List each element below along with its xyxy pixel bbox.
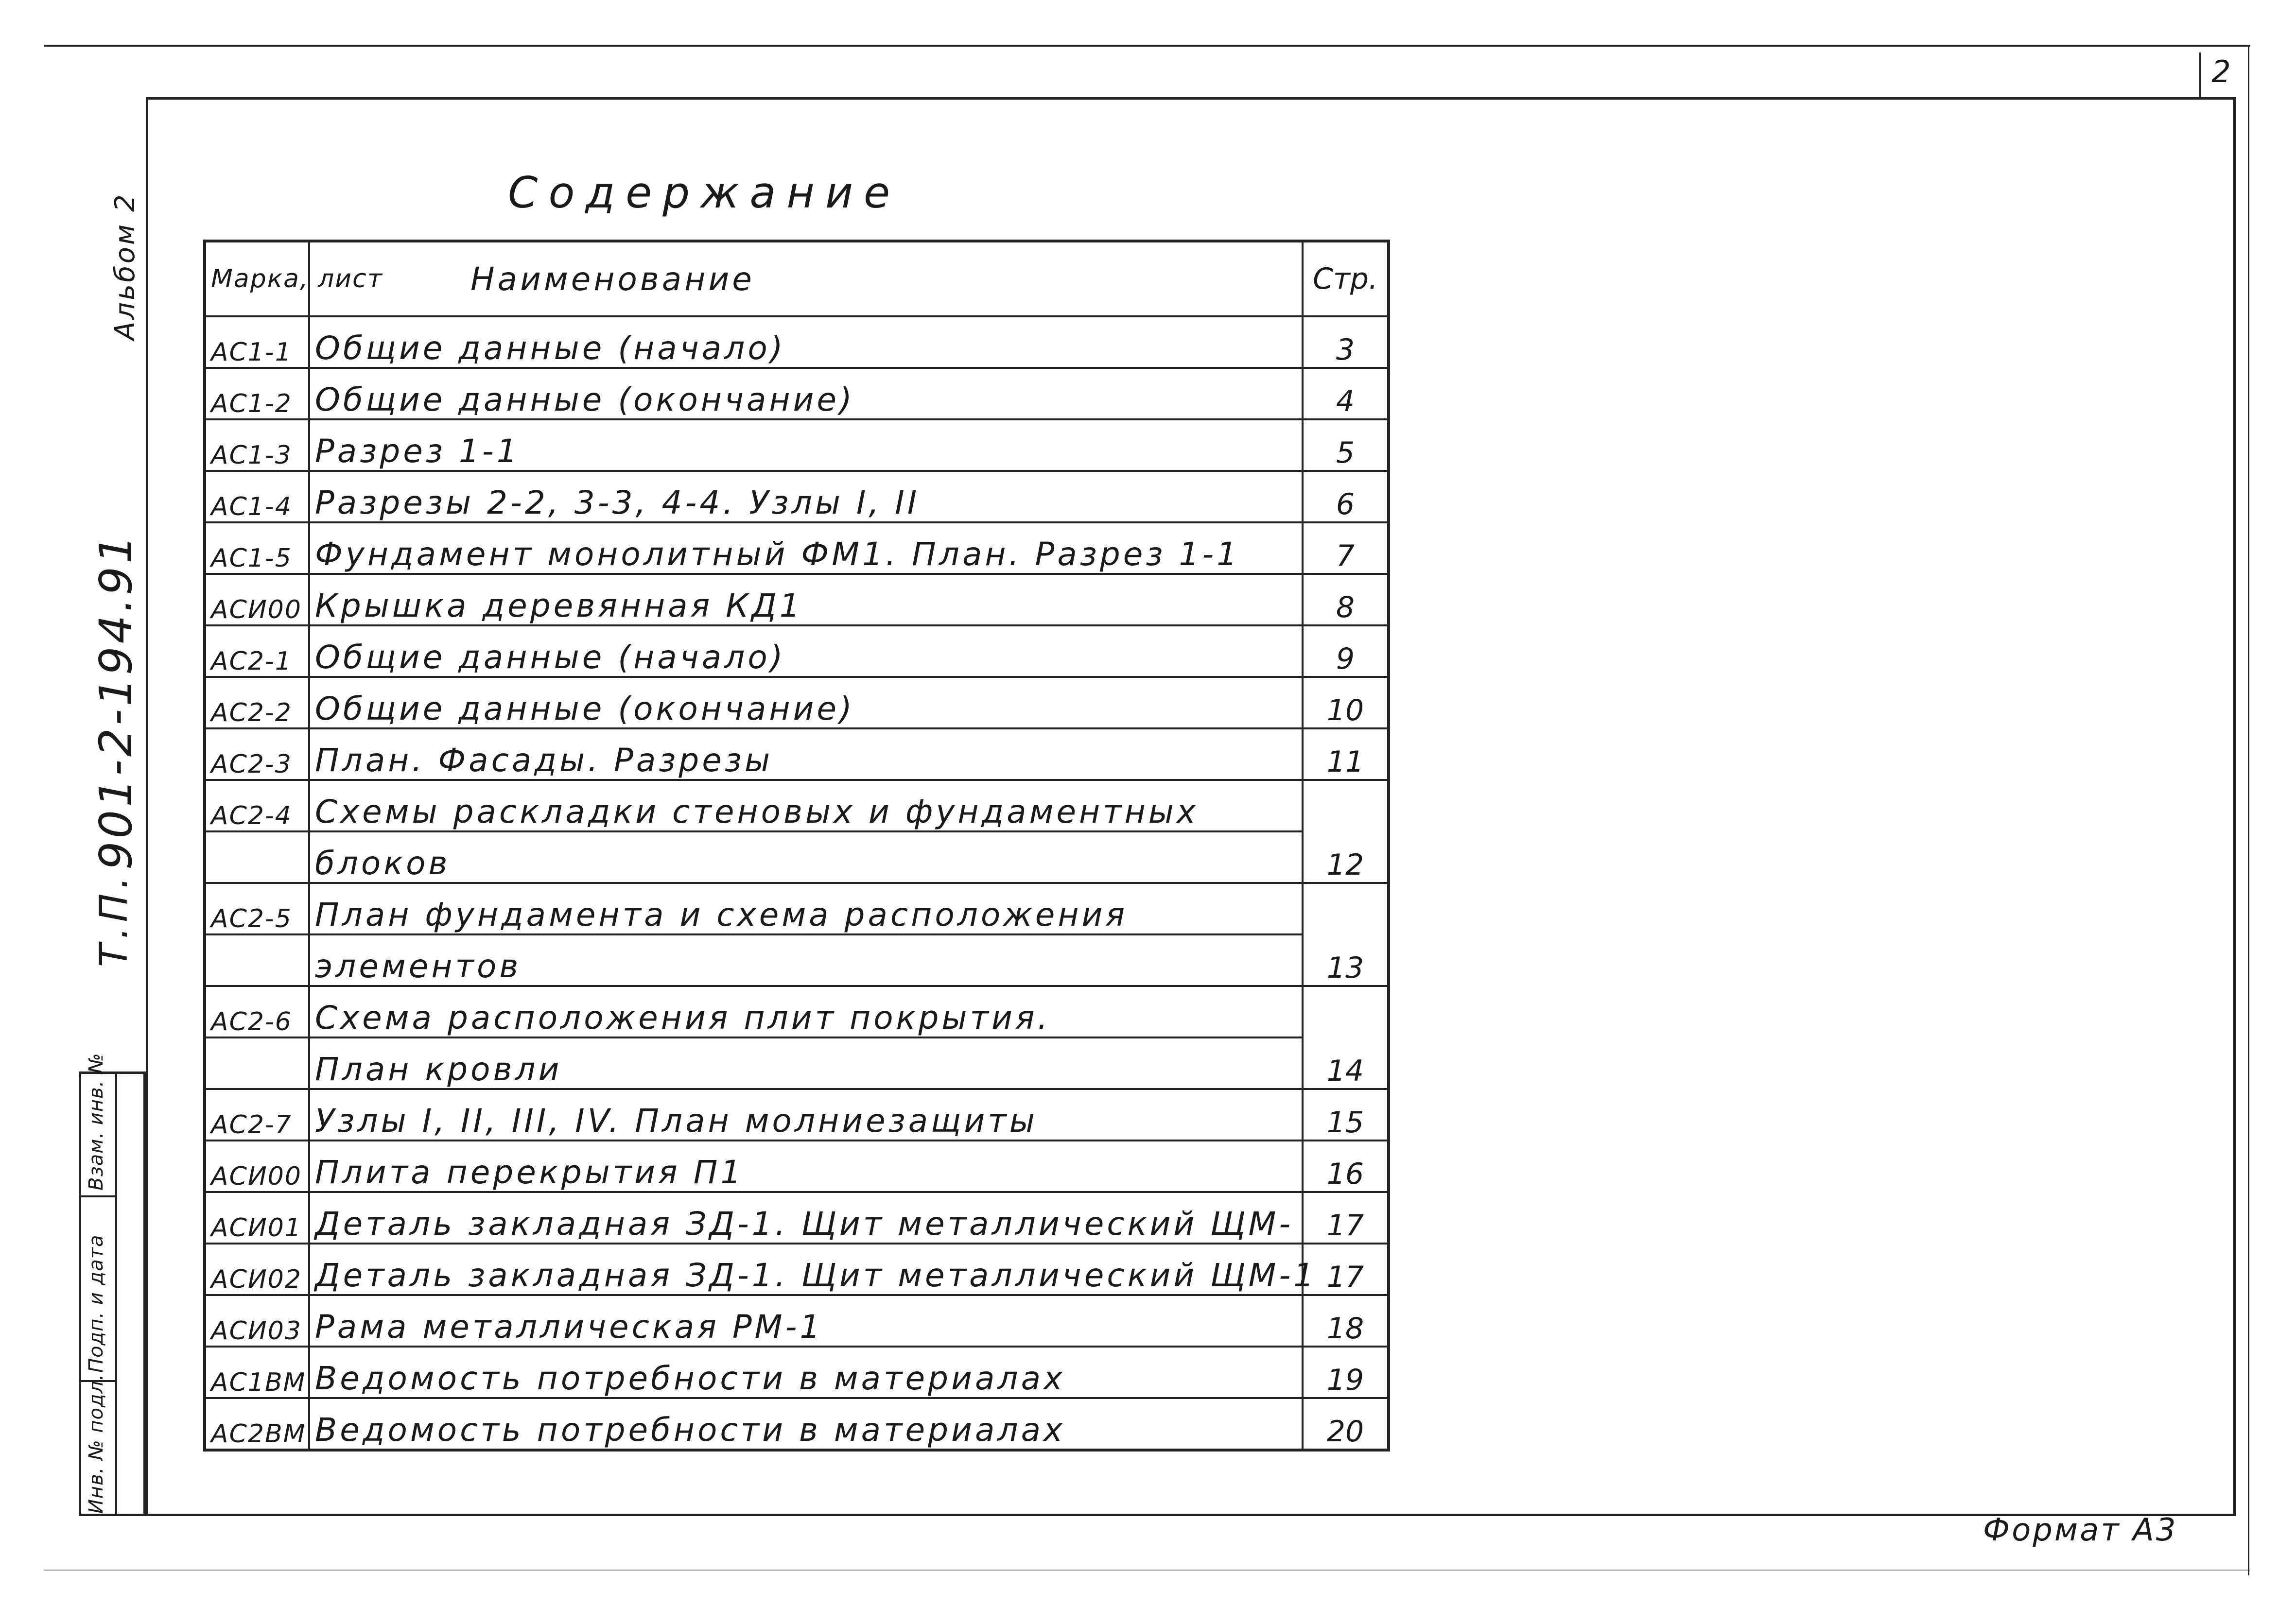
row-page: 15: [1303, 1089, 1389, 1140]
table-row: [205, 1140, 1389, 1192]
table-row: [205, 368, 1389, 419]
row-page: 4: [1303, 368, 1389, 419]
table-row: [205, 625, 1389, 677]
table-row: [205, 316, 1389, 368]
row-mark: АС1-2: [205, 368, 309, 419]
row-mark: АС2-6: [205, 986, 309, 1037]
row-mark: АС2-1: [205, 625, 309, 677]
row-page: 17: [1303, 1244, 1389, 1295]
tp-label: Т.П.: [92, 872, 136, 967]
table-row: [205, 677, 1389, 728]
frame-bottom-outer: [44, 1570, 2250, 1571]
row-mark: АС2-7: [205, 1089, 309, 1140]
table-row: [205, 1347, 1389, 1398]
table-row: [205, 574, 1389, 625]
stamp-block: [79, 1053, 146, 1516]
row-name: Общие данные (начало): [309, 625, 1303, 677]
stamp-divider: [115, 1074, 117, 1514]
frame-left-inner: [146, 97, 148, 1516]
page-number-box-left: [2199, 52, 2201, 97]
frame-right-inner: [2233, 97, 2236, 1516]
row-name: Схемы раскладки стеновых и фундаментных: [309, 780, 1303, 831]
page-title: Содержание: [508, 168, 901, 218]
row-page: 3: [1303, 316, 1389, 368]
row-mark: [205, 831, 309, 883]
row-mark: АС1-1: [205, 316, 309, 368]
row-name: Крышка деревянная КД1: [309, 574, 1303, 625]
row-mark: АС1ВМ: [205, 1347, 309, 1398]
row-page: [1303, 883, 1389, 934]
row-mark: [205, 1037, 309, 1089]
row-name: блоков: [309, 831, 1303, 883]
row-name: Ведомость потребности в материалах: [309, 1347, 1303, 1398]
row-page: 12: [1303, 831, 1389, 883]
row-page: [1303, 780, 1389, 831]
table-row: [205, 780, 1389, 831]
row-name: Ведомость потребности в материалах: [309, 1398, 1303, 1450]
row-page: 18: [1303, 1295, 1389, 1347]
row-name: Рама металлическая РМ-1: [309, 1295, 1303, 1347]
table-row: [205, 522, 1389, 574]
row-name: Фундамент монолитный ФМ1. План. Разрез 1-1: [309, 522, 1303, 574]
table-row: [205, 471, 1389, 522]
stamp-replace-inv: Взам. инв. №: [85, 1053, 107, 1191]
row-name: элементов: [309, 934, 1303, 986]
row-page: [1303, 986, 1389, 1037]
stamp-inv-no: Инв. № подл.: [85, 1374, 107, 1514]
table-row: [205, 1398, 1389, 1450]
row-mark: АС2-2: [205, 677, 309, 728]
row-mark: АСИ02: [205, 1244, 309, 1295]
row-page: 10: [1303, 677, 1389, 728]
table-row: [205, 419, 1389, 471]
row-page: 5: [1303, 419, 1389, 471]
row-name: Деталь закладная ЗД-1. Щит металлический ЩМ-1: [309, 1244, 1303, 1295]
row-mark: АС1-5: [205, 522, 309, 574]
row-mark: АС2-5: [205, 883, 309, 934]
page-number: 2: [2211, 54, 2231, 89]
row-mark: АСИ00: [205, 1140, 309, 1192]
row-page: 8: [1303, 574, 1389, 625]
header-name: Наименование: [309, 241, 1303, 316]
row-mark: АС1-3: [205, 419, 309, 471]
header-page: Стр.: [1303, 241, 1389, 316]
row-mark: АС1-4: [205, 471, 309, 522]
table-row: [205, 1295, 1389, 1347]
row-page: 16: [1303, 1140, 1389, 1192]
row-mark: АСИ03: [205, 1295, 309, 1347]
table-row: [205, 1037, 1389, 1089]
row-page: 9: [1303, 625, 1389, 677]
row-page: 7: [1303, 522, 1389, 574]
row-mark: [205, 934, 309, 986]
stamp-sign-date: Подп. и дата: [85, 1234, 107, 1373]
table-row: [205, 934, 1389, 986]
row-name: План кровли: [309, 1037, 1303, 1089]
row-name: Разрез 1-1: [309, 419, 1303, 471]
row-page: 19: [1303, 1347, 1389, 1398]
row-name: План. Фасады. Разрезы: [309, 728, 1303, 780]
album-label: Альбом 2: [109, 192, 141, 340]
row-page: 11: [1303, 728, 1389, 780]
row-mark: АС2-4: [205, 780, 309, 831]
row-mark: АС2-3: [205, 728, 309, 780]
row-name: Общие данные (окончание): [309, 677, 1303, 728]
table-row: [205, 831, 1389, 883]
row-name: Деталь закладная ЗД-1. Щит металлический ЩМ-: [309, 1192, 1303, 1244]
row-mark: АС2ВМ: [205, 1398, 309, 1450]
row-name: Общие данные (окончание): [309, 368, 1303, 419]
format-label: Формат А3: [1983, 1512, 2178, 1548]
contents-table: [203, 240, 1390, 1451]
row-page: 6: [1303, 471, 1389, 522]
table-row: [205, 1089, 1389, 1140]
frame-right-outer: [2248, 45, 2249, 1575]
table-row: [205, 728, 1389, 780]
row-page: 13: [1303, 934, 1389, 986]
tp-number: 901-2-194.91: [90, 532, 142, 870]
row-page: 17: [1303, 1192, 1389, 1244]
row-mark: АСИ01: [205, 1192, 309, 1244]
row-name: Плита перекрытия П1: [309, 1140, 1303, 1192]
row-mark: АСИ00: [205, 574, 309, 625]
table-row: [205, 1192, 1389, 1244]
table-row: [205, 986, 1389, 1037]
row-name: План фундамента и схема расположения: [309, 883, 1303, 934]
row-page: 20: [1303, 1398, 1389, 1450]
table-header-row: [205, 241, 1389, 316]
table-row: [205, 883, 1389, 934]
frame-bottom-inner: [146, 1514, 2236, 1516]
stamp-divider: [81, 1195, 115, 1197]
header-mark: Марка, лист: [205, 241, 309, 316]
row-name: Узлы I, II, III, IV. План молниезащиты: [309, 1089, 1303, 1140]
frame-top-outer: [44, 45, 2250, 47]
row-name: Схема расположения плит покрытия.: [309, 986, 1303, 1037]
row-page: 14: [1303, 1037, 1389, 1089]
table-row: [205, 1244, 1389, 1295]
frame-top-inner: [146, 97, 2236, 100]
row-name: Общие данные (начало): [309, 316, 1303, 368]
row-name: Разрезы 2-2, 3-3, 4-4. Узлы I, II: [309, 471, 1303, 522]
